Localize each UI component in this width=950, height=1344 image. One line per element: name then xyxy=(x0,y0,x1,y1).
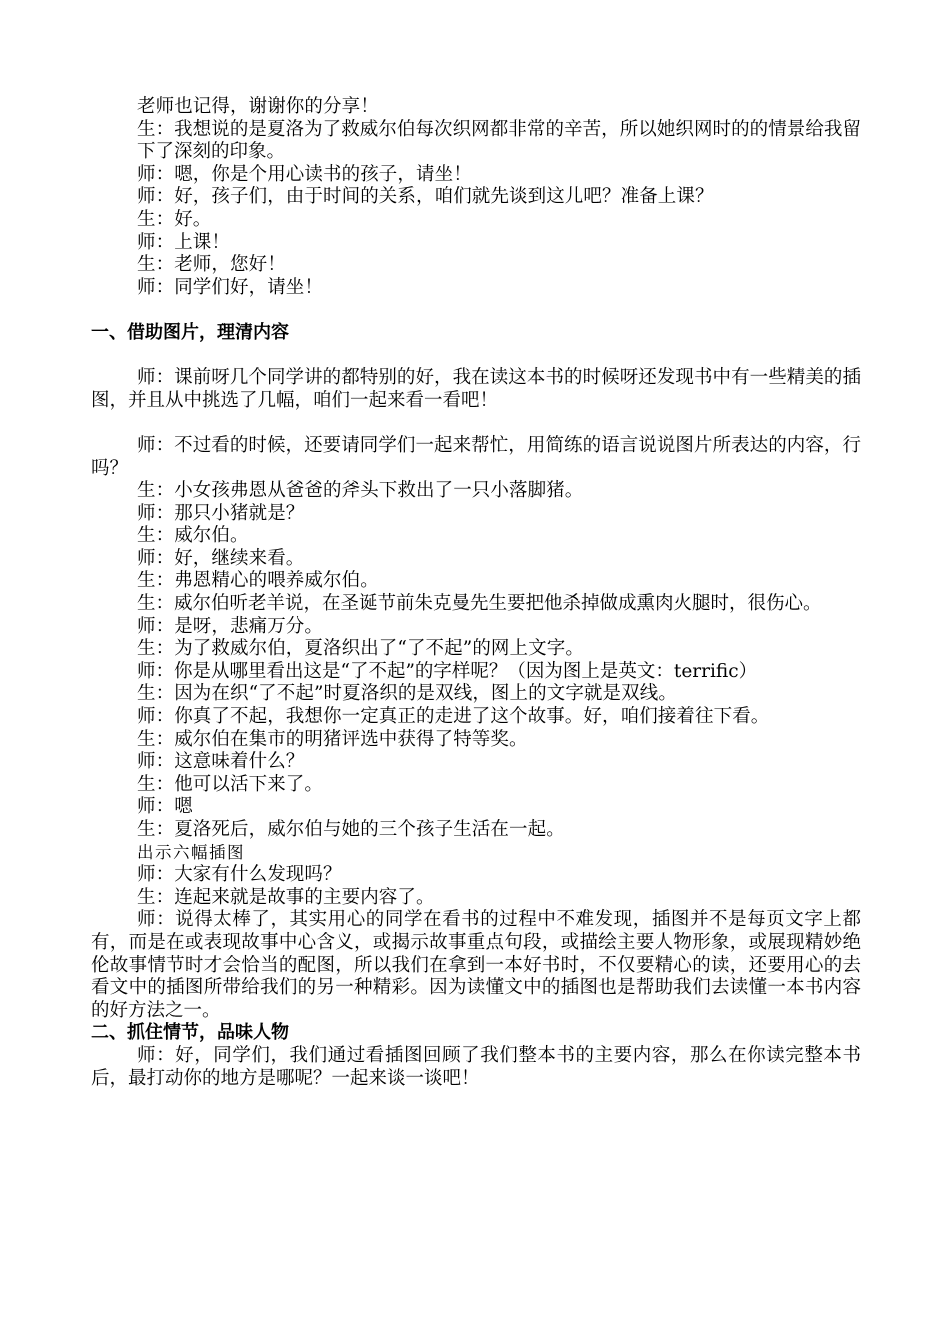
document-page xyxy=(91,96,861,1090)
text-line: 师：那只小猪就是？ xyxy=(137,502,305,524)
paragraph-text: 生：我想说的是夏洛为了救威尔伯每次织网都非常的辛苦，所以她织网时的的情景给我留下了深刻的印象。 xyxy=(137,118,861,163)
text-line: 生：弗恩精心的喂养威尔伯。 xyxy=(137,570,379,592)
text-line: 师：嗯，你是个用心读书的孩子，请坐！ xyxy=(137,163,472,185)
text-line: 生：为了救威尔伯，夏洛织出了“了不起”的网上文字。 xyxy=(137,638,584,660)
paragraph: 师：课前呀几个同学讲的都特别的好，我在读这本书的时候呀还发现书中有一些精美的插图，并且从中挑选了几幅，咱们一起来看一看吧！ xyxy=(91,367,861,411)
text-line: 师：嗯 xyxy=(137,796,193,818)
paragraph: 师：你是从哪里看出这是“了不起”的字样呢？（因为图上是英文：terrific） xyxy=(137,660,758,682)
paragraph: 师：说得太棒了，其实用心的同学在看书的过程中不难发现，插图并不是每页文字上都有，而是在或表现故事中心含义，或揭示故事重点句段，或描绘主要人物形象，或展现精妙绝伦故事情节时才会恰当的配图，所以我们在拿到一本好书时，不仅要精心的读，还要用心的去看文中的插图所带给我们的另一种精彩。因为读懂文中的插图也是帮助我们去读懂一本书内容的好方法之一。 xyxy=(91,909,861,1021)
text-line: 师：同学们好，请坐！ xyxy=(137,276,324,298)
text-line: 生：他可以活下来了。 xyxy=(137,773,324,795)
text-line: 老师也记得，谢谢你的分享！ xyxy=(137,96,379,117)
text-line: 生：好。 xyxy=(137,208,212,230)
spacer xyxy=(91,345,861,368)
paragraph: 师：不过看的时候，还要请同学们一起来帮忙，用简练的语言说说图片所表达的内容，行吗？ xyxy=(91,434,861,479)
text-line: 生：因为在织“了不起”时夏洛织的是双线，图上的文字就是双线。 xyxy=(137,683,677,705)
text-line: 生：老师，您好！ xyxy=(137,254,286,276)
text-line: 师：是呀，悲痛万分。 xyxy=(137,615,324,637)
text-line: 师：上课！ xyxy=(137,231,231,253)
text-line: 生：小女孩弗恩从爸爸的斧头下救出了一只小落脚猪。 xyxy=(137,480,584,502)
text-line: 师：大家有什么发现吗？ xyxy=(137,864,342,886)
text-line: 生：威尔伯。 xyxy=(137,525,249,547)
paragraph: 师：好，同学们，我们通过看插图回顾了我们整本书的主要内容，那么在你读完整本书后，最打动你的地方是哪呢？一起来谈一谈吧！ xyxy=(91,1044,861,1089)
text-line: 师：好，孩子们，由于时间的关系，咱们就先谈到这儿吧？准备上课？ xyxy=(137,186,714,208)
section-heading: 一、借助图片，理清内容 xyxy=(91,321,289,343)
section-heading: 二、抓住情节，品味人物 xyxy=(91,1022,289,1044)
text-line: 师：好，继续来看。 xyxy=(137,547,305,569)
paragraph: 生：威尔伯听老羊说，在圣诞节前朱克曼先生要把他杀掉做成熏肉火腿时，很伤心。 xyxy=(137,593,822,615)
spacer xyxy=(91,299,861,322)
stage-note: 出示六幅插图 xyxy=(137,842,245,862)
text-line: 生：威尔伯在集市的明猪评选中获得了特等奖。 xyxy=(137,728,528,750)
text-line: 生：连起来就是故事的主要内容了。 xyxy=(137,886,435,908)
text-line: 师：这意味着什么？ xyxy=(137,751,305,773)
paragraph xyxy=(91,119,861,164)
spacer xyxy=(91,412,861,435)
text-line: 师：你真了不起，我想你一定真正的走进了这个故事。好，咱们接着往下看。 xyxy=(137,706,770,728)
text-line: 生：夏洛死后，威尔伯与她的三个孩子生活在一起。 xyxy=(137,819,565,840)
